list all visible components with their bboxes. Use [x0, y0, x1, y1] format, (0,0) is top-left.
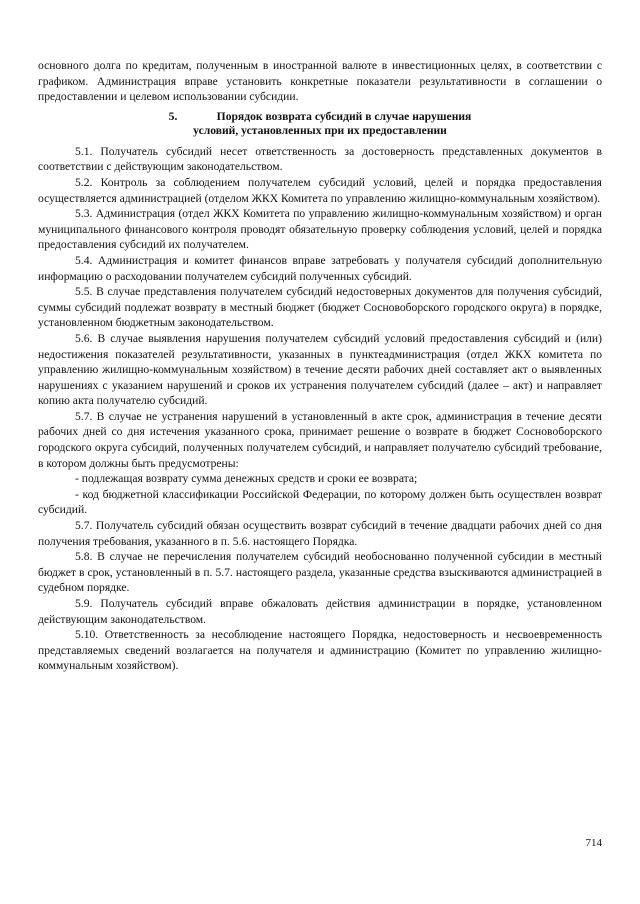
- paragraph-5-10: 5.10. Ответственность за несоблюдение настоящего Порядка, недостоверность и несвоевременность представляемых сведений возлагается на получателя и администрацию (Комитет по управлению жилищно-коммунальным хозяйством).: [38, 628, 602, 673]
- paragraph-5-2: 5.2. Контроль за соблюдением получателем субсидий условий, целей и порядка предоставления осуществляется администрацией (отделом ЖКХ Комитета по управлению жилищно-коммунальным хозяйством).: [38, 175, 602, 205]
- list-item-amount: - подлежащая возврату сумма денежных средств и сроки ее возврата;: [75, 472, 418, 486]
- paragraph-5-8: 5.8. В случае не перечисления получателем субсидий необоснованно полученной субсидии в местный бюджет в срок, установленный в п. 5.7. настоящего раздела, указанные средства взыскиваются администрацией в судебном порядке.: [38, 550, 602, 595]
- paragraph-5-3: 5.3. Администрация (отдел ЖКХ Комитета по управлению жилищно-коммунальным хозяйством) и орган муниципального финансового контроля проводят обязательную проверку соблюдения условий, целей и порядка предоставления субсидий их получателем.: [38, 207, 602, 252]
- paragraph-5-7-second: 5.7. Получатель субсидий обязан осуществить возврат субсидий в течение двадцати рабочих дней со дня получения требования, указанного в п. 5.6. настоящего Порядка.: [38, 519, 602, 548]
- section-title-line2: условий, установленных при их предоставлении: [193, 124, 447, 138]
- section-number: 5.: [168, 109, 178, 123]
- list-item-budget-code: - код бюджетной классификации Российской Федерации, по которому должен быть осуществлен возврат субсидий.: [38, 487, 602, 517]
- paragraph-5-1: 5.1. Получатель субсидий несет ответственность за достоверность представленных документов в соответствии с действующим законодательством.: [38, 144, 602, 174]
- page-number: 714: [585, 837, 602, 849]
- paragraph-5-7: 5.7. В случае не устранения нарушений в установленный в акте срок, администрация в течение десяти рабочих дней со дня истечения указанного срока, принимает решение о возврате в бюджет Сосновоборского городского округа субсидий, полученных получателем субсидий, и направляет получателю субсидий требование, в котором должны быть предусмотрены:: [38, 409, 602, 470]
- paragraph-5-4: 5.4. Администрация и комитет финансов вправе затребовать у получателя субсидий дополнительную информацию о расходовании получателем субсидий полученных субсидий.: [38, 253, 602, 283]
- document-body: [38, 58, 602, 674]
- paragraph-5-6: 5.6. В случае выявления нарушения получателем субсидий условий предоставления субсидий и (или) недостижения показателей результативности, указанных в пунктеадминистрация (отдел ЖКХ комитета по управлению жилищно-коммунальным хозяйством) в течение десяти рабочих дней составляет акт о выявленных нарушениях с указанием нарушений и сроков их устранения получателем субсидий (далее – акт) и направляет копию акта получателю субсидий.: [38, 331, 602, 408]
- section-title-line1: Порядок возврата субсидий в случае нарушения: [216, 109, 472, 123]
- section-heading-line1: [38, 110, 602, 125]
- paragraph-5-9: 5.9. Получатель субсидий вправе обжаловать действия администрации в порядке, установленном действующим законодательством.: [38, 597, 602, 626]
- intro-paragraph: основного долга по кредитам, полученным в иностранной валюте в инвестиционных целях, в соответствии с графиком. Администрация вправе установить конкретные показатели результативности в соглашении о предоставлении и целевом использовании субсидии.: [38, 59, 602, 104]
- section-heading: [38, 110, 602, 139]
- paragraph-5-5: 5.5. В случае представления получателем субсидий недостоверных документов для получения субсидий, суммы субсидий подлежат возврату в местный бюджет (бюджет Сосновоборского городского округа) в порядке, установленном бюджетным законодательством.: [38, 285, 602, 330]
